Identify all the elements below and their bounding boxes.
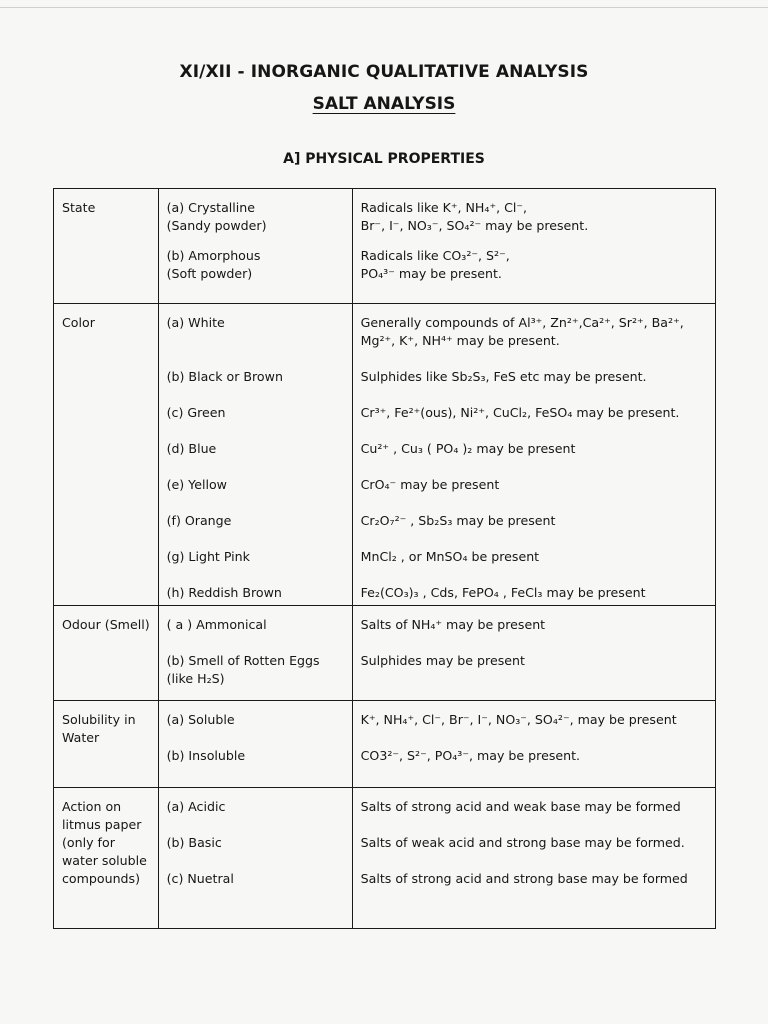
cell-line: Salts of NH₄⁺ may be present (360, 617, 546, 632)
property-cell (54, 189, 159, 304)
cell-line: Odour (Smell) (62, 617, 150, 632)
category-cell (158, 304, 352, 606)
table-body (54, 189, 716, 929)
cell-line: Water (62, 730, 100, 745)
cell-line: (d) Blue (166, 441, 217, 456)
cell-line: PO₄³⁻ may be present. (360, 266, 502, 281)
property-cell (54, 701, 159, 788)
table-row (54, 788, 716, 929)
cell-line: (a) White (166, 315, 225, 330)
physical-properties-table (53, 188, 716, 929)
cell-line: Color (62, 315, 95, 330)
category-cell (158, 189, 352, 304)
observation-cell (352, 606, 715, 701)
cell-line (167, 729, 344, 747)
observation-cell (352, 189, 715, 304)
cell-line (361, 458, 707, 476)
cell-line: (a) Crystalline (166, 200, 256, 215)
property-cell-content (54, 701, 158, 747)
cell-line (167, 235, 344, 247)
cell-line: Cu²⁺ , Cu₃ ( PO₄ )₂ may be present (360, 441, 576, 456)
cell-line: (c) Nuetral (166, 871, 234, 886)
cell-line: Sulphides may be present (360, 653, 525, 668)
cell-line: (b) Amorphous (166, 248, 261, 263)
table-row (54, 701, 716, 788)
table-row (54, 189, 716, 304)
category-cell (158, 788, 352, 929)
cell-line: (b) Insoluble (166, 748, 246, 763)
property-cell (54, 788, 159, 929)
cell-line (361, 386, 707, 404)
cell-line: State (62, 200, 96, 215)
category-cell-content (159, 788, 352, 888)
cell-line (361, 634, 707, 652)
cell-line: (Sandy powder) (166, 218, 267, 233)
cell-line (167, 458, 344, 476)
cell-line (167, 816, 344, 834)
cell-line (167, 566, 344, 584)
cell-line: Generally compounds of Al³⁺, Zn²⁺,Ca²⁺, Sr²⁺, Ba²⁺, (360, 315, 684, 330)
cell-line (361, 494, 707, 512)
property-cell (54, 606, 159, 701)
cell-line: (a) Soluble (166, 712, 235, 727)
cell-line (167, 634, 344, 652)
cell-line: Cr₂O₇²⁻ , Sb₂S₃ may be present (360, 513, 556, 528)
cell-line: (like H₂S) (166, 671, 225, 686)
cell-line (361, 422, 707, 440)
category-cell (158, 701, 352, 788)
cell-line: Cr³⁺, Fe²⁺(ous), Ni²⁺, CuCl₂, FeSO₄ may be present. (360, 405, 680, 420)
cell-line (361, 729, 707, 747)
cell-line: ( a ) Ammonical (166, 617, 267, 632)
cell-line: (b) Black or Brown (166, 369, 283, 384)
cell-line: Action on (62, 799, 122, 814)
category-cell (158, 606, 352, 701)
cell-line: Solubility in (62, 712, 136, 727)
cell-line: (b) Smell of Rotten Eggs (166, 653, 320, 668)
property-cell (54, 304, 159, 606)
subtitle-text: SALT ANALYSIS (312, 94, 456, 114)
cell-line: (h) Reddish Brown (166, 585, 282, 600)
table-row (54, 304, 716, 606)
cell-line: (c) Green (166, 405, 226, 420)
cell-line: Sulphides like Sb₂S₃, FeS etc may be present. (360, 369, 647, 384)
cell-line: (g) Light Pink (166, 549, 250, 564)
observation-cell-content (353, 788, 715, 888)
scan-edge-line (0, 7, 768, 8)
document-subtitle (0, 94, 768, 114)
observation-cell-content (353, 606, 715, 670)
cell-line: Radicals like CO₃²⁻, S²⁻, (360, 248, 510, 263)
table-row (54, 606, 716, 701)
cell-line (361, 566, 707, 584)
category-cell-content (159, 606, 352, 688)
cell-line (167, 332, 344, 350)
property-cell-content (54, 189, 158, 217)
cell-line (167, 350, 344, 368)
cell-line: Salts of strong acid and strong base may be formed (360, 871, 688, 886)
cell-line (361, 852, 707, 870)
cell-line: MnCl₂ , or MnSO₄ be present (360, 549, 540, 564)
cell-line: Br⁻, I⁻, NO₃⁻, SO₄²⁻ may be present. (360, 218, 589, 233)
category-cell-content (159, 304, 352, 602)
cell-line (361, 235, 707, 247)
cell-line: water soluble (62, 853, 147, 868)
cell-line: (e) Yellow (166, 477, 227, 492)
cell-line (361, 350, 707, 368)
section-title: A] PHYSICAL PROPERTIES (283, 151, 485, 167)
observation-cell-content (353, 304, 715, 602)
observation-cell-content (353, 189, 715, 283)
cell-line: Salts of weak acid and strong base may be formed. (360, 835, 685, 850)
cell-line: (a) Acidic (166, 799, 226, 814)
cell-line (167, 852, 344, 870)
cell-line: (b) Basic (166, 835, 222, 850)
cell-line (167, 422, 344, 440)
cell-line (167, 494, 344, 512)
cell-line: Radicals like K⁺, NH₄⁺, Cl⁻, (360, 200, 528, 215)
property-cell-content (54, 788, 158, 888)
cell-line (167, 386, 344, 404)
observation-cell (352, 788, 715, 929)
cell-line (361, 530, 707, 548)
observation-cell (352, 701, 715, 788)
document-title: XI/XII - INORGANIC QUALITATIVE ANALYSIS (179, 62, 589, 82)
cell-line: CrO₄⁻ may be present (360, 477, 500, 492)
cell-line: CO3²⁻, S²⁻, PO₄³⁻, may be present. (360, 748, 581, 763)
cell-line: Fe₂(CO₃)₃ , Cds, FePO₄ , FeCl₃ may be present (360, 585, 646, 600)
cell-line: litmus paper (62, 817, 142, 832)
cell-line: (only for (62, 835, 115, 850)
cell-line: (f) Orange (166, 513, 232, 528)
category-cell-content (159, 701, 352, 765)
cell-line (361, 816, 707, 834)
observation-cell-content (353, 701, 715, 765)
property-cell-content (54, 606, 158, 634)
cell-line: compounds) (62, 871, 141, 886)
cell-line (167, 530, 344, 548)
observation-cell (352, 304, 715, 606)
cell-line: Salts of strong acid and weak base may be formed (360, 799, 681, 814)
cell-line: Mg²⁺, K⁺, NH⁴⁺ may be present. (360, 333, 560, 348)
category-cell-content (159, 189, 352, 283)
cell-line: (Soft powder) (166, 266, 253, 281)
property-cell-content (54, 304, 158, 332)
cell-line: K⁺, NH₄⁺, Cl⁻, Br⁻, I⁻, NO₃⁻, SO₄²⁻, may be present (360, 712, 677, 727)
